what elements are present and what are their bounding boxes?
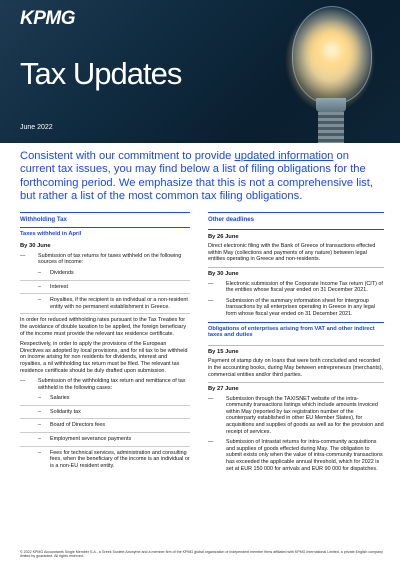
hero-banner <box>0 0 400 143</box>
list-item: — Submission of the withholding tax return and remittance of tax withheld in the following cases: <box>20 378 190 391</box>
list-item: — Submission of the summary information sheet for intergroup transactions by all enterprises operating in Greece in any legal form whose fiscal year ended on 31 December 2021. <box>208 298 384 318</box>
sub-list-item: – Interest <box>20 284 190 295</box>
sub-list-item: – Salaries <box>20 395 190 406</box>
sub-list-item: – Dividends <box>20 270 190 281</box>
date-heading: By 30 June <box>20 243 51 250</box>
sub-list-item: – Employment severance payments <box>20 436 190 447</box>
date-heading: By 15 June <box>208 345 384 356</box>
intro-paragraph <box>20 150 385 203</box>
date-heading: By 30 June <box>208 267 384 278</box>
intro-text-before: Consistent with our commitment to provide <box>20 150 235 162</box>
issue-date: June 2022 <box>20 124 53 131</box>
intro-text-after: on current tax issues, you may find below a list of filing obligations for the forthcoming period. We emphasize that this is not a comprehensive list, but rather a list of the most common tax filing obligations. <box>20 150 373 202</box>
sub-list-item: – Fees for technical services, administration and consulting fees, when the beneficiary of the income is an individual or is a non-EU resident entity. <box>20 450 190 473</box>
sub-list-item: – Board of Directors fees <box>20 422 190 433</box>
date-heading: By 27 June <box>208 382 384 393</box>
section-title-withholding: Withholding Tax <box>20 216 67 223</box>
paragraph: Direct electronic filing with the Bank of Greece of transactions effected within May (collections and payments of any nature) between legal entities operating in Greece and non-residents. <box>208 243 376 263</box>
subsection-title-april: Taxes withheld in April <box>20 230 82 237</box>
list-item: — Submission of tax returns for taxes withheld on the following sources of income: <box>20 253 190 266</box>
list-item: — Submission of Intrastat returns for intra-community acquisitions and supplies of goods effected during May. The obligation to submit exists only when the value of intra-community transactions has exceeded the applicable annual threshold, which for 2022 is set at EUR 150 000 for arrivals and EUR 90 000 for dispatches. <box>208 439 384 472</box>
bulb-base <box>318 112 344 143</box>
subsection-title-vat: Obligations of enterprises arising from VAT and other indirect taxes and duties <box>208 325 375 339</box>
right-column <box>208 212 384 476</box>
paragraph: In order for reduced withholding rates pursuant to the Tax Treaties for the avoidance of double taxation to be applied, the foreign beneficiary of the income must provide the relevant tax residence certificate. <box>20 317 187 337</box>
light-bulb-image <box>292 6 372 104</box>
sub-list-item: – Royalties, if the recipient is an individual or a non-resident entity with no permanent establishment in Greece. <box>20 297 190 314</box>
section-title-other-deadlines: Other deadlines <box>208 213 384 230</box>
list-item: — Submission through the TAXISNET website of the intra-community transactions listings which include amounts invoiced within May (reported by tax registration number of the counterparty established in other EU Member States), for acquisitions and supplies of goods as well as for the provision and receipt of services. <box>208 396 384 436</box>
bulb-neck <box>316 98 346 112</box>
updated-information-link[interactable]: updated information <box>234 150 334 162</box>
paragraph: Payment of stamp duty on loans that were both concluded and recorded in the accounting books, during May between entrepreneurs (merchants), commercial entities and/or third parties. <box>208 358 383 378</box>
copyright-footer: © 2022 KPMG Accountants Single Member S.A., a Greek Societe Anonyme and a member firm of the KPMG global organization of independent member firms affiliated with KPMG International Limited, a private English company limited by guarantee. All rights reserved. <box>20 550 383 559</box>
left-column <box>20 212 190 475</box>
kpmg-logo: KPMG <box>20 8 75 29</box>
list-item: — Electronic submission of the Corporate Income Tax return (CIT) of the entities whose fiscal year ended on 31 December 2021. <box>208 281 384 294</box>
date-heading: By 26 June <box>208 233 239 240</box>
page-title: Tax Updates <box>20 56 182 91</box>
paragraph: Respectively, in order to apply the provisions of the European Directives as adopted by local provisions, and for nil tax to be withheld on income arising for non residents for dividends, interest and royalties, a nil withholding tax return must be filed. The relevant tax residence certificate should be duly drafted upon submission. <box>20 341 188 374</box>
sub-list-item: – Solidarity tax <box>20 409 190 420</box>
